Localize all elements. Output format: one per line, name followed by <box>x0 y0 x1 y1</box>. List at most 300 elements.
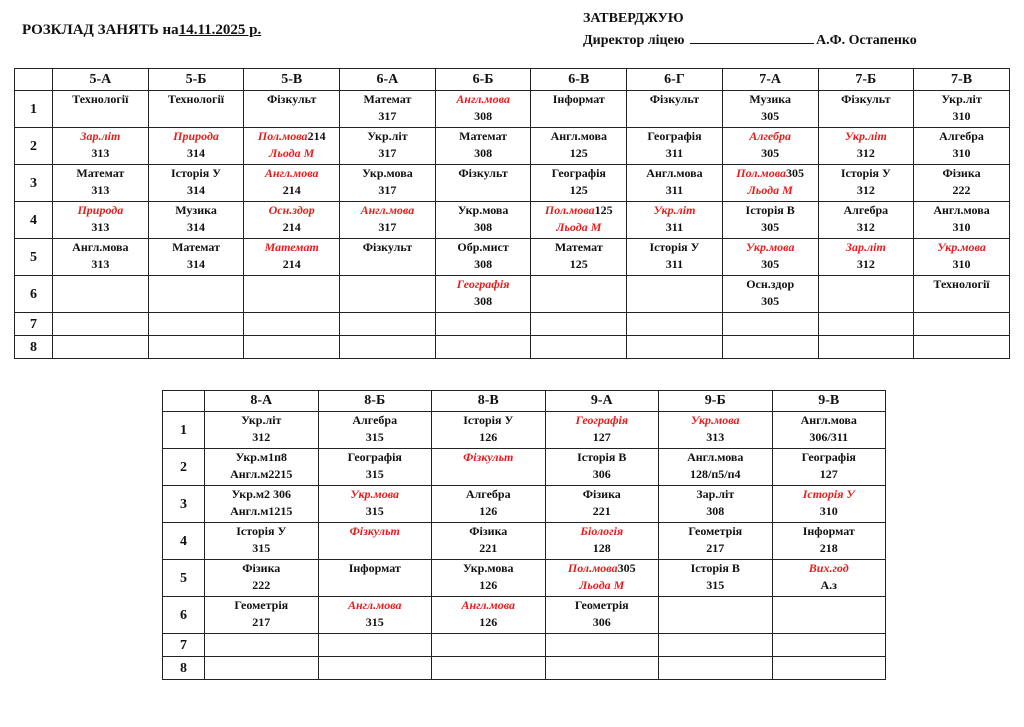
subject-line <box>773 449 886 466</box>
subject-name: Технології <box>167 92 225 106</box>
room-line: 221 <box>479 541 498 555</box>
lesson-cell <box>205 523 319 560</box>
lesson-number: 8 <box>15 336 53 359</box>
subject-name: Географія <box>575 413 629 427</box>
room-line: 315 <box>365 430 384 444</box>
subject-line <box>149 202 244 219</box>
room-line: 315 <box>365 615 384 629</box>
corner-cell <box>15 69 53 91</box>
room-line: Льода М <box>269 146 315 160</box>
approve-title: ЗАТВЕРДЖУЮ <box>583 11 684 26</box>
lesson-cell <box>627 313 723 336</box>
subject-line <box>546 486 659 503</box>
signature-line <box>690 30 814 44</box>
subject-line <box>914 165 1009 182</box>
lesson-number: 5 <box>163 560 205 597</box>
lesson-cell <box>148 91 244 128</box>
class-header: 8-Б <box>318 391 432 412</box>
lesson-cell <box>244 165 340 202</box>
subject-line <box>436 276 531 293</box>
room-line: 313 <box>91 257 110 271</box>
lesson-cell <box>435 91 531 128</box>
lesson-cell <box>340 276 436 313</box>
subject-line <box>819 202 914 219</box>
lesson-cell <box>531 313 627 336</box>
subject-line <box>531 202 626 219</box>
subject-name: Географія <box>647 129 702 143</box>
lesson-cell <box>53 336 149 359</box>
subject-line <box>627 165 722 182</box>
subject-line <box>205 597 318 614</box>
lesson-cell <box>244 313 340 336</box>
lesson-cell <box>914 128 1010 165</box>
lesson-cell <box>205 657 319 680</box>
lesson-cell <box>772 412 886 449</box>
lesson-row <box>163 597 886 634</box>
room-line: 313 <box>91 183 110 197</box>
lesson-cell <box>659 657 773 680</box>
subject-line <box>627 91 722 108</box>
room-line: 312 <box>856 183 875 197</box>
room-line: 310 <box>952 220 971 234</box>
lesson-row <box>15 276 1010 313</box>
lesson-cell <box>244 128 340 165</box>
subject-line <box>627 239 722 256</box>
class-header: 9-Б <box>659 391 773 412</box>
subject-name: Фізкульт <box>349 524 400 538</box>
subject-line <box>319 486 432 503</box>
lesson-cell <box>818 276 914 313</box>
subject-line <box>723 239 818 256</box>
subject-name: Укр.мова <box>462 561 514 575</box>
lesson-cell <box>244 276 340 313</box>
lesson-cell <box>818 239 914 276</box>
subject-name: Укр.мова <box>690 413 740 427</box>
subject-name: Історія У <box>171 166 222 180</box>
lesson-cell <box>318 560 432 597</box>
lesson-cell <box>722 202 818 239</box>
subject-line <box>436 239 531 256</box>
lesson-cell <box>659 634 773 657</box>
lesson-cell <box>627 336 723 359</box>
lesson-cell <box>772 634 886 657</box>
subject-line <box>773 412 886 429</box>
lesson-cell <box>244 239 340 276</box>
room-line: 317 <box>378 146 397 160</box>
lesson-cell <box>205 449 319 486</box>
subject-line <box>914 202 1009 219</box>
subject-line <box>773 523 886 540</box>
room-line: 127 <box>592 430 611 444</box>
subject-name: Інформат <box>552 92 605 106</box>
lesson-cell <box>772 486 886 523</box>
lesson-row <box>163 412 886 449</box>
lesson-cell <box>340 128 436 165</box>
subject-name: Укр.м1п8 <box>235 450 287 464</box>
room-line: 305 <box>761 146 780 160</box>
lesson-cell <box>545 597 659 634</box>
lesson-cell <box>722 91 818 128</box>
subject-line <box>432 597 545 614</box>
lesson-cell <box>659 486 773 523</box>
room-line: 314 <box>187 257 206 271</box>
subject-name: Математ <box>264 240 319 254</box>
subject-line <box>53 128 148 145</box>
room-line: 127 <box>819 467 838 481</box>
lesson-cell <box>722 239 818 276</box>
lesson-cell <box>772 657 886 680</box>
room-line: 214 <box>282 183 301 197</box>
subject-line <box>546 412 659 429</box>
lesson-row <box>15 165 1010 202</box>
lesson-cell <box>722 128 818 165</box>
class-header: 6-Г <box>627 69 723 91</box>
lesson-cell <box>545 449 659 486</box>
subject-name: Геометрія <box>688 524 743 538</box>
subject-name: Фізкульт <box>458 166 508 180</box>
lesson-row <box>15 336 1010 359</box>
subject-line <box>436 202 531 219</box>
subject-name: Англ.мова <box>800 413 857 427</box>
subject-name: Алгебра <box>843 203 889 217</box>
lesson-cell <box>914 165 1010 202</box>
subject-name: Інформат <box>802 524 855 538</box>
lesson-cell <box>432 449 546 486</box>
class-header: 6-Б <box>435 69 531 91</box>
room-line: 312 <box>252 430 271 444</box>
lesson-number: 6 <box>163 597 205 634</box>
room-line: 311 <box>665 257 684 271</box>
room-line: 313 <box>91 146 110 160</box>
lesson-cell <box>818 91 914 128</box>
lesson-row <box>15 239 1010 276</box>
subject-name: Історія У <box>649 240 700 254</box>
lesson-cell <box>914 239 1010 276</box>
room-line: 221 <box>592 504 611 518</box>
room-line: Льода М <box>556 220 602 234</box>
room-line: 126 <box>479 578 498 592</box>
lesson-cell <box>432 634 546 657</box>
subject-name: Англ.мова <box>264 166 319 180</box>
lesson-cell <box>545 486 659 523</box>
subject-line <box>432 523 545 540</box>
subject-name: Укр.літ <box>367 129 408 143</box>
room-line: 310 <box>819 504 838 518</box>
subject-name: Фізкульт <box>362 240 413 254</box>
subject-line <box>340 91 435 108</box>
lesson-cell <box>318 597 432 634</box>
lesson-cell <box>148 276 244 313</box>
subject-line <box>723 276 818 293</box>
lesson-cell <box>432 657 546 680</box>
subject-name: Математ <box>363 92 412 106</box>
lesson-cell <box>432 560 546 597</box>
lesson-cell <box>432 412 546 449</box>
room-line: 306/311 <box>809 430 849 444</box>
subject-line <box>436 128 531 145</box>
lesson-cell <box>244 202 340 239</box>
class-header: 8-А <box>205 391 319 412</box>
lesson-cell <box>914 276 1010 313</box>
room-line: 306 <box>592 467 611 481</box>
lesson-cell <box>545 634 659 657</box>
subject-name: Географія <box>456 277 510 291</box>
room-line: 314 <box>187 183 206 197</box>
subject-name: Історія У <box>802 487 855 501</box>
lesson-cell <box>531 239 627 276</box>
subject-line <box>149 91 244 108</box>
subject-name: Музика <box>749 92 791 106</box>
lesson-cell <box>818 336 914 359</box>
lesson-number: 7 <box>15 313 53 336</box>
subject-name: Англ.мова <box>550 129 607 143</box>
lesson-row <box>163 634 886 657</box>
subject-line <box>340 165 435 182</box>
lesson-cell <box>318 657 432 680</box>
lesson-number: 2 <box>15 128 53 165</box>
lesson-cell <box>244 91 340 128</box>
subject-line <box>149 165 244 182</box>
subject-line <box>659 449 772 466</box>
lesson-row <box>15 202 1010 239</box>
room-line: 308 <box>474 220 493 234</box>
lesson-number: 5 <box>15 239 53 276</box>
subject-line <box>531 128 626 145</box>
lesson-cell <box>148 165 244 202</box>
room-line: 317 <box>378 183 397 197</box>
subject-line <box>340 239 435 256</box>
subject-name: Фізкульт <box>463 450 514 464</box>
lesson-cell <box>53 239 149 276</box>
room-line: 312 <box>856 146 875 160</box>
subject-line <box>205 560 318 577</box>
subject-name: Фізкульт <box>841 92 891 106</box>
subject-name: Технології <box>72 92 129 106</box>
subject-line <box>244 91 339 108</box>
lesson-cell <box>148 313 244 336</box>
class-header: 5-А <box>53 69 149 91</box>
subject-line <box>531 239 626 256</box>
lesson-cell <box>531 336 627 359</box>
room-line: 217 <box>706 541 725 555</box>
subject-line <box>205 449 318 466</box>
schedule-table-grades-5-7 <box>14 68 1010 359</box>
subject-name: Алгебра <box>465 487 511 501</box>
room-line: 314 <box>187 146 206 160</box>
approve-name: А.Ф. Остапенко <box>815 33 917 48</box>
subject-name: Геометрія <box>574 598 629 612</box>
subject-name: Пол.мова <box>567 561 618 575</box>
room-line: 214 <box>282 257 301 271</box>
subject-line <box>819 128 914 145</box>
room-line: 217 <box>252 615 271 629</box>
subject-line <box>723 165 818 182</box>
room-inline: 125 <box>594 203 613 217</box>
subject-line <box>53 239 148 256</box>
subject-line <box>319 560 432 577</box>
subject-line <box>53 165 148 182</box>
lesson-cell <box>531 165 627 202</box>
lesson-cell <box>340 91 436 128</box>
room-inline: 214 <box>307 129 326 143</box>
room-line: 305 <box>761 294 780 308</box>
room-line: 305 <box>761 109 780 123</box>
lesson-cell <box>531 91 627 128</box>
lesson-cell <box>914 313 1010 336</box>
room-line: 308 <box>474 257 493 271</box>
lesson-row <box>163 560 886 597</box>
lesson-number: 4 <box>15 202 53 239</box>
subject-name: Англ.мова <box>360 203 415 217</box>
lesson-cell <box>318 634 432 657</box>
approve-role: Директор ліцею <box>583 33 685 48</box>
lesson-cell <box>914 91 1010 128</box>
room-line: 128/п5/п4 <box>690 467 741 481</box>
subject-name: Укр.м2 306 <box>231 487 292 501</box>
lesson-cell <box>772 597 886 634</box>
lesson-cell <box>627 128 723 165</box>
subject-line <box>627 128 722 145</box>
subject-line <box>205 486 318 503</box>
room-line: 317 <box>378 220 397 234</box>
room-line: 317 <box>378 109 397 123</box>
lesson-cell <box>659 412 773 449</box>
room-line: 305 <box>761 220 780 234</box>
lesson-cell <box>722 276 818 313</box>
subject-line <box>244 239 339 256</box>
room-line: 126 <box>479 615 498 629</box>
room-line: 311 <box>665 146 684 160</box>
room-inline: 305 <box>786 166 804 180</box>
room-line: 311 <box>665 220 684 234</box>
subject-name: Фізика <box>469 524 508 538</box>
room-line: Англ.м2215 <box>230 467 293 481</box>
lesson-cell <box>659 597 773 634</box>
subject-name: Фізкульт <box>267 92 317 106</box>
room-line: 315 <box>365 467 384 481</box>
subject-line <box>723 91 818 108</box>
lesson-cell <box>205 597 319 634</box>
subject-name: Вих.год <box>808 561 849 575</box>
lesson-cell <box>205 412 319 449</box>
lesson-row <box>163 657 886 680</box>
subject-line <box>531 165 626 182</box>
subject-name: Природа <box>173 129 219 143</box>
subject-name: Фізика <box>582 487 621 501</box>
subject-line <box>546 597 659 614</box>
class-header: 7-Б <box>818 69 914 91</box>
subject-name: Геометрія <box>234 598 289 612</box>
subject-name: Укр.мова <box>745 240 795 254</box>
subject-name: Зар.літ <box>696 487 735 501</box>
subject-line <box>627 202 722 219</box>
subject-name: Історія У <box>236 524 287 538</box>
lesson-number: 3 <box>15 165 53 202</box>
lesson-cell <box>659 560 773 597</box>
room-line: 128 <box>592 541 611 555</box>
lesson-cell <box>722 313 818 336</box>
subject-line <box>432 412 545 429</box>
lesson-cell <box>205 560 319 597</box>
lesson-cell <box>432 597 546 634</box>
room-line: 308 <box>706 504 725 518</box>
lesson-cell <box>340 165 436 202</box>
lesson-cell <box>432 486 546 523</box>
room-line: 313 <box>706 430 725 444</box>
class-header: 5-Б <box>148 69 244 91</box>
subject-line <box>659 412 772 429</box>
room-line: 312 <box>856 257 875 271</box>
subject-name: Історія В <box>745 203 795 217</box>
room-line: 308 <box>474 109 493 123</box>
room-line: 310 <box>952 109 971 123</box>
subject-name: Пол.мова <box>544 203 595 217</box>
subject-line <box>819 165 914 182</box>
title-date: 14.11.2025 р. <box>178 22 262 38</box>
lesson-cell <box>148 239 244 276</box>
room-line: 125 <box>569 146 588 160</box>
subject-line <box>659 486 772 503</box>
lesson-cell <box>435 276 531 313</box>
lesson-cell <box>818 202 914 239</box>
lesson-cell <box>545 560 659 597</box>
lesson-row <box>15 91 1010 128</box>
lesson-cell <box>531 128 627 165</box>
subject-line <box>319 449 432 466</box>
lesson-cell <box>435 313 531 336</box>
subject-line <box>205 412 318 429</box>
subject-line <box>659 523 772 540</box>
room-line: 126 <box>479 430 498 444</box>
subject-line <box>546 560 659 577</box>
subject-line <box>914 128 1009 145</box>
subject-name: Англ.мова <box>461 598 516 612</box>
room-line: 306 <box>592 615 611 629</box>
subject-line <box>432 449 545 466</box>
subject-name: Пол.мова <box>736 166 786 180</box>
room-line: 218 <box>819 541 838 555</box>
subject-name: Осн.здор <box>746 277 795 291</box>
lesson-cell <box>627 91 723 128</box>
subject-name: Фізика <box>942 166 981 180</box>
lesson-cell <box>148 336 244 359</box>
subject-line <box>773 486 886 503</box>
subject-name: Математ <box>172 240 220 254</box>
class-header: 9-А <box>545 391 659 412</box>
room-line: 310 <box>952 257 971 271</box>
room-line: 314 <box>187 220 206 234</box>
subject-line <box>436 165 531 182</box>
lesson-cell <box>318 486 432 523</box>
room-line: 305 <box>761 257 780 271</box>
lesson-cell <box>435 202 531 239</box>
subject-name: Укр.мова <box>457 203 509 217</box>
lesson-cell <box>818 165 914 202</box>
room-line: 222 <box>952 183 971 197</box>
subject-name: Географія <box>347 450 402 464</box>
room-line: 125 <box>569 183 588 197</box>
room-line: 222 <box>252 578 271 592</box>
subject-name: Історія У <box>463 413 514 427</box>
lesson-cell <box>53 165 149 202</box>
lesson-cell <box>148 128 244 165</box>
subject-line <box>340 128 435 145</box>
room-inline: 305 <box>617 561 636 575</box>
lesson-cell <box>772 449 886 486</box>
lesson-cell <box>53 128 149 165</box>
subject-line <box>546 449 659 466</box>
lesson-cell <box>340 313 436 336</box>
